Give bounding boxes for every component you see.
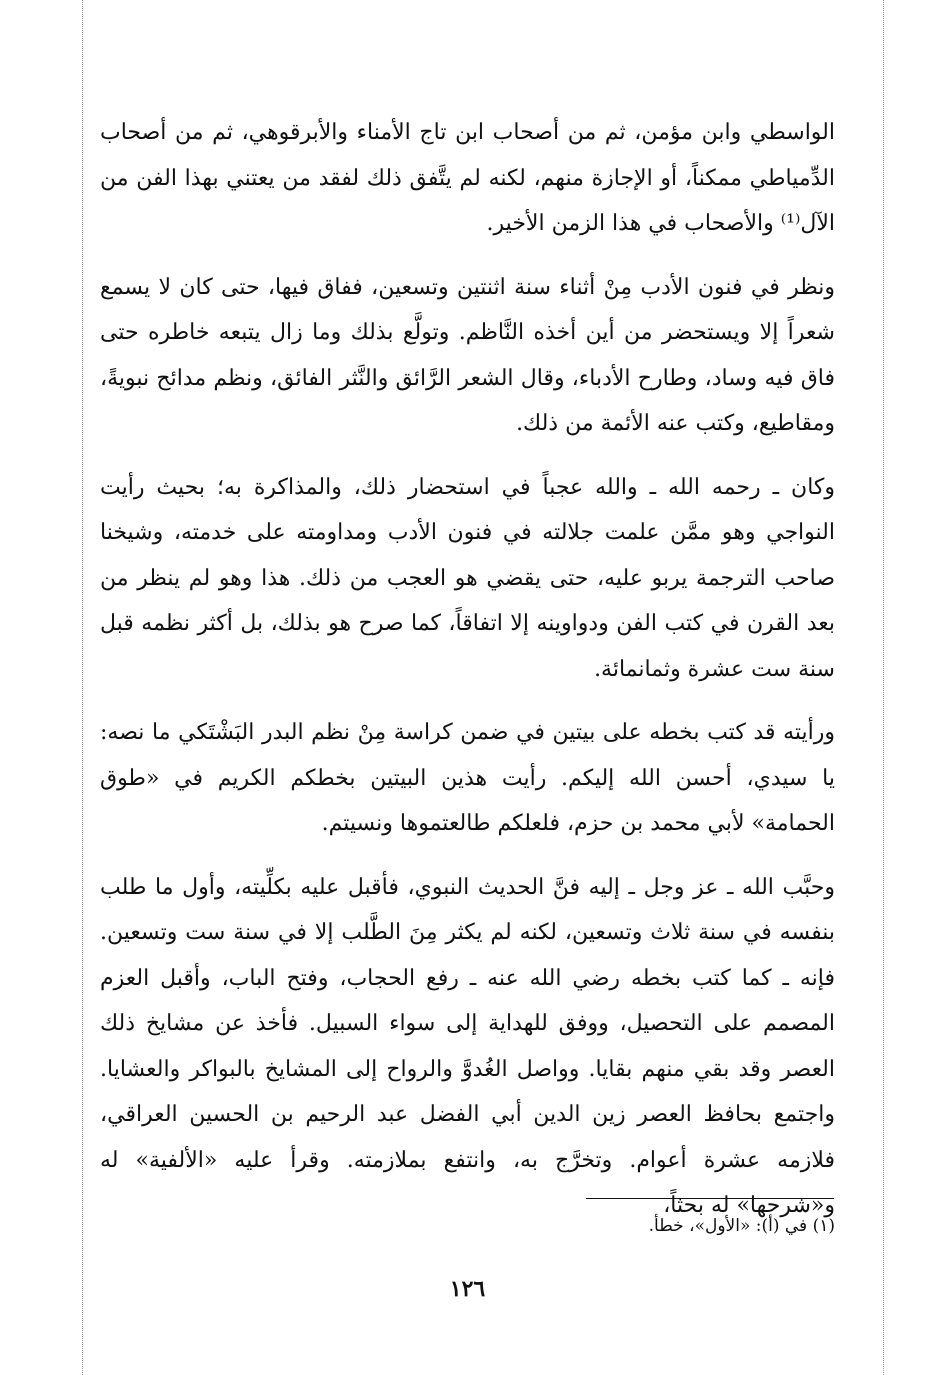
paragraph-4: ورأيته قد كتب بخطه على بيتين في ضمن كراسة مِنْ نظم البدر البَشْتَكي ما نصه: يا سيدي، أحسن الله إليكم. رأيت هذين البيتين بخطكم الكريم في «طوق الحمامة» لأبي محمد بن حزم، فلعلكم طالعتموها ونسيتم. (100, 720, 835, 836)
paragraph-5: وحبَّب الله ـ عز وجل ـ إليه فنَّ الحديث النبوي، فأقبل عليه بكلِّيته، وأول ما طلب بنفسه في سنة ثلاث وتسعين، لكنه لم يكثر مِنَ الطَّلب إلا في سنة ست وتسعين. فإنه ـ كما كتب بخطه رضي الله عنه ـ رفع الحجاب، وفتح الباب، وأقبل العزم المصمم على التحصيل، ووفق للهداية إلى سواء السبيل. فأخذ عن مشايخ ذلك العصر وقد بقي منهم بقايا. وواصل الغُدوَّ والرواح إلى المشايخ بالبواكر والعشايا. واجتمع بحافظ العصر زين الدين أبي الفضل عبد الرحيم بن الحسين العراقي، فلازمه عشرة أعوام. وتخرَّج به، وانتفع بملازمته. وقرأ عليه «الألفية» له و«شرحها» له بحثاً، (100, 874, 835, 1218)
paragraph-3: وكان ـ رحمه الله ـ والله عجباً في استحضار ذلك، والمذاكرة به؛ بحيث رأيت النواجي وهو ممَّن علمت جلالته في فنون الأدب ومداومته على خدمته، وشيخنا صاحب الترجمة يربو عليه، حتى يقضي هو العجب من ذلك. هذا وهو لم ينظر من بعد القرن في كتب الفن ودواوينه إلا اتفاقاً، كما صرح هو بذلك، بل أكثر نظمه قبل سنة ست عشرة وثمانمائة. (100, 474, 835, 682)
footnote: (١) في (أ): «الأول»، خطأ. (648, 1216, 835, 1236)
paragraph-2: ونظر في فنون الأدب مِنْ أثناء سنة اثنتين وتسعين، ففاق فيها، حتى كان لا يسمع شعراً إلا ويستحضر من أين أخذه النَّاظم. وتولَّع بذلك وما زال يتبعه خاطره حتى فاق فيه وساد، وطارح الأدباء، وقال الشعر الرَّائق والنَّثر الفائق، ونظم مدائح نبويةً، ومقاطيع، وكتب عنه الأئمة من ذلك. (100, 274, 835, 436)
margin-guide-left (82, 0, 83, 1375)
page-number: ١٢٦ (449, 1276, 486, 1302)
margin-guide-right (883, 0, 884, 1375)
footnote-divider (586, 1198, 834, 1199)
page-body (100, 110, 835, 1247)
paragraph-1: الواسطي وابن مؤمن، ثم من أصحاب ابن تاج الأمناء والأبرقوهي، ثم من أصحاب الدِّمياطي ممكناً، أو الإجازة منهم، لكنه لم يتَّفق ذلك لفقد من يعتني بهذا الفن من الآل⁽¹⁾ والأصحاب في هذا الزمن الأخير. (100, 120, 835, 236)
